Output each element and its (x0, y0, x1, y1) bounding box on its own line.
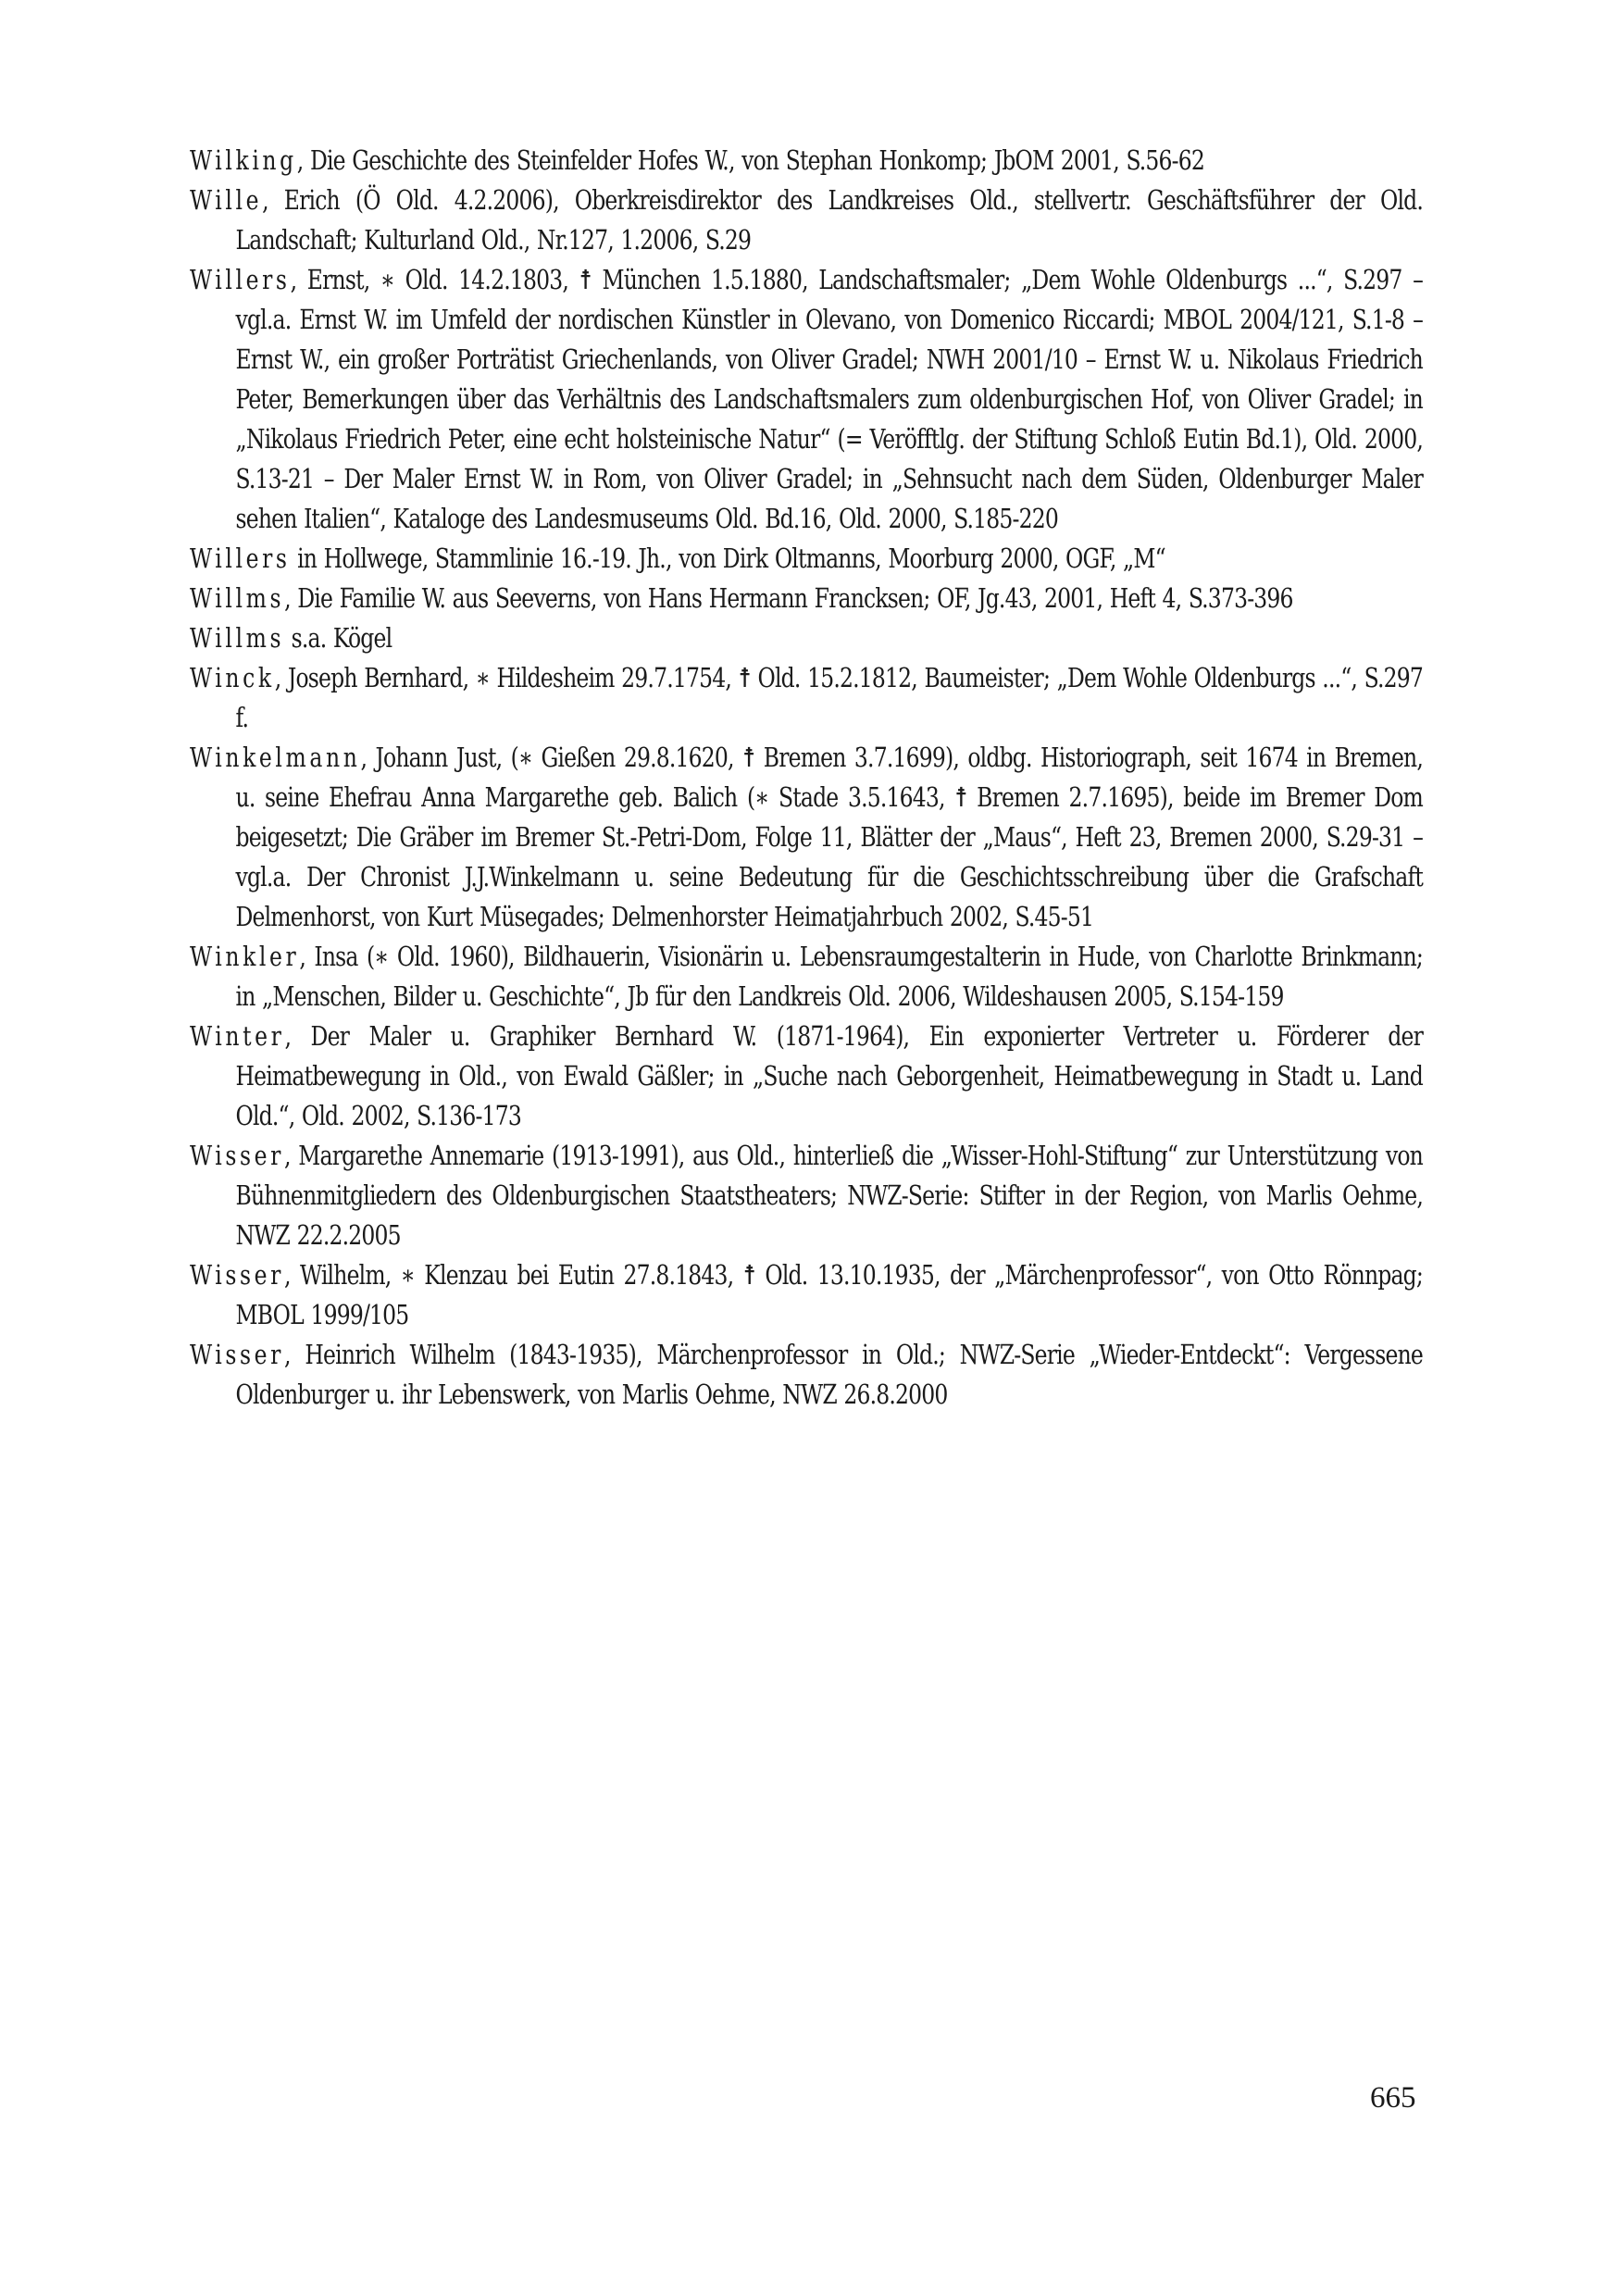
index-entry-winkler (190, 937, 1423, 1017)
entry-text: , Johann Just, (∗ Gießen 29.8.1620, ☨ Bremen 3.7.1699), oldbg. Historiograph, seit 1674 in Bremen, u. seine Ehefrau Anna Margarethe geb. Balich (∗ Stade 3.5.1643, ☨ Bremen 2.7.1695), beide im Bremer Dom beigesetzt; Die Gräber im Bremer St.-Petri-Dom, Folge 11, Blätter der „Maus“, Heft 23, Bremen 2000, S.29-31 – vgl.a. Der Chronist J.J.Winkelmann u. seine Bedeutung für die Geschichtsschreibung über die Grafschaft Delmenhorst, von Kurt Müsegades; Delmenhorster Heimatjahrbuch 2002, S.45-51 (235, 742, 1423, 932)
page-number: 665 (1370, 2081, 1416, 2115)
entry-headword: Wille (190, 184, 263, 216)
entry-headword: Wisser (190, 1339, 284, 1370)
entry-headword: Willms (190, 582, 285, 614)
index-entry-winck (190, 658, 1423, 738)
entry-text: s.a. Kögel (284, 622, 392, 654)
index-entry-winkelmann (190, 738, 1423, 937)
index-page-body (190, 141, 1423, 1415)
index-entry-winter (190, 1017, 1423, 1136)
entry-text: , Die Familie W. aus Seeverns, von Hans Hermann Francksen; OF, Jg.43, 2001, Heft 4, S.373-396 (284, 582, 1293, 614)
entry-headword: Winkler (190, 941, 300, 972)
entry-headword: Winter (190, 1020, 285, 1052)
index-entry-willers-ernst (190, 260, 1423, 539)
entry-text: , Die Geschichte des Steinfelder Hofes W., von Stephan Honkomp; JbOM 2001, S.56-62 (296, 144, 1205, 176)
entry-headword: Wilking (190, 144, 297, 176)
entry-text: , Heinrich Wilhelm (1843-1935), Märchenprofessor in Old.; NWZ-Serie „Wieder-Entdeckt“: Vergessene Oldenburger u. ihr Lebenswerk, von Marlis Oehme, NWZ 26.8.2000 (235, 1339, 1423, 1410)
entry-text: , Der Maler u. Graphiker Bernhard W. (1871-1964), Ein exponierter Vertreter u. Förderer der Heimatbewegung in Old., von Ewald Gäßler; in „Suche nach Geborgenheit, Heimatbewegung in Stadt u. Land Old.“, Old. 2002, S.136-173 (235, 1020, 1424, 1131)
entry-headword: Willers (190, 543, 291, 574)
entry-text: , Joseph Bernhard, ∗ Hildesheim 29.7.1754, ☨ Old. 15.2.1812, Baumeister; „Dem Wohle Oldenburgs ...“, S.297 f. (235, 662, 1423, 733)
entry-headword: Wisser (190, 1259, 284, 1291)
index-entry-willms (190, 579, 1423, 618)
entry-headword: Winkelmann (190, 742, 361, 773)
index-entry-wilking (190, 141, 1423, 181)
entry-text: in Hollwege, Stammlinie 16.-19. Jh., von Dirk Oltmanns, Moorburg 2000, OGF, „M“ (290, 543, 1165, 574)
index-entry-wisser-heinrich (190, 1335, 1423, 1415)
index-entry-wisser-wilhelm (190, 1255, 1423, 1335)
entry-headword: Willms (190, 622, 285, 654)
entry-text: , Erich (Ö Old. 4.2.2006), Oberkreisdirektor des Landkreises Old., stellvertr. Geschäftsführer der Old. Landschaft; Kulturland Old., Nr.127, 1.2006, S.29 (235, 184, 1423, 256)
index-entry-wisser-margarethe (190, 1136, 1423, 1255)
entry-headword: Wisser (190, 1140, 284, 1171)
entry-headword: Winck (190, 662, 275, 693)
entry-text: , Insa (∗ Old. 1960), Bildhauerin, Visionärin u. Lebensraumgestalterin in Hude, von Charlotte Brinkmann; in „Menschen, Bilder u. Geschichte“, Jb für den Landkreis Old. 2006, Wildeshausen 2005, S.154-159 (235, 941, 1424, 1012)
index-entry-wille (190, 181, 1423, 260)
entry-text: , Margarethe Annemarie (1913-1991), aus Old., hinterließ die „Wisser-Hohl-Stiftung“ zur Unterstützung von Bühnenmitgliedern des Oldenburgischen Staatstheaters; NWZ-Serie: Stifter in der Region, von Marlis Oehme, NWZ 22.2.2005 (235, 1140, 1423, 1251)
index-entries (190, 141, 1423, 1415)
index-entry-willers-hollwege (190, 539, 1423, 579)
entry-text: , Ernst, ∗ Old. 14.2.1803, ☨ München 1.5.1880, Landschaftsmaler; „Dem Wohle Oldenburgs ...“, S.297 – vgl.a. Ernst W. im Umfeld der nordischen Künstler in Olevano, von Domenico Riccardi; MBOL 2004/121, S.1-8 – Ernst W., ein großer Porträtist Griechenlands, von Oliver Gradel; NWH 2001/10 – Ernst W. u. Nikolaus Friedrich Peter, Bemerkungen über das Verhältnis des Landschaftsmalers zum oldenburgischen Hof, von Oliver Gradel; in „Nikolaus Friedrich Peter, eine echt holsteinische Natur“ (= Veröfftlg. der Stiftung Schloß Eutin Bd.1), Old. 2000, S.13-21 – Der Maler Ernst W. in Rom, von Oliver Gradel; in „Sehnsucht nach dem Süden, Oldenburger Maler sehen Italien“, Kataloge des Landesmuseums Old. Bd.16, Old. 2000, S.185-220 (235, 264, 1423, 534)
index-entry-willms-see-also (190, 618, 1423, 658)
entry-text: , Wilhelm, ∗ Klenzau bei Eutin 27.8.1843, ☨ Old. 13.10.1935, der „Märchenprofessor“, von Otto Rönnpag; MBOL 1999/105 (235, 1259, 1423, 1330)
entry-headword: Willers (190, 264, 291, 295)
